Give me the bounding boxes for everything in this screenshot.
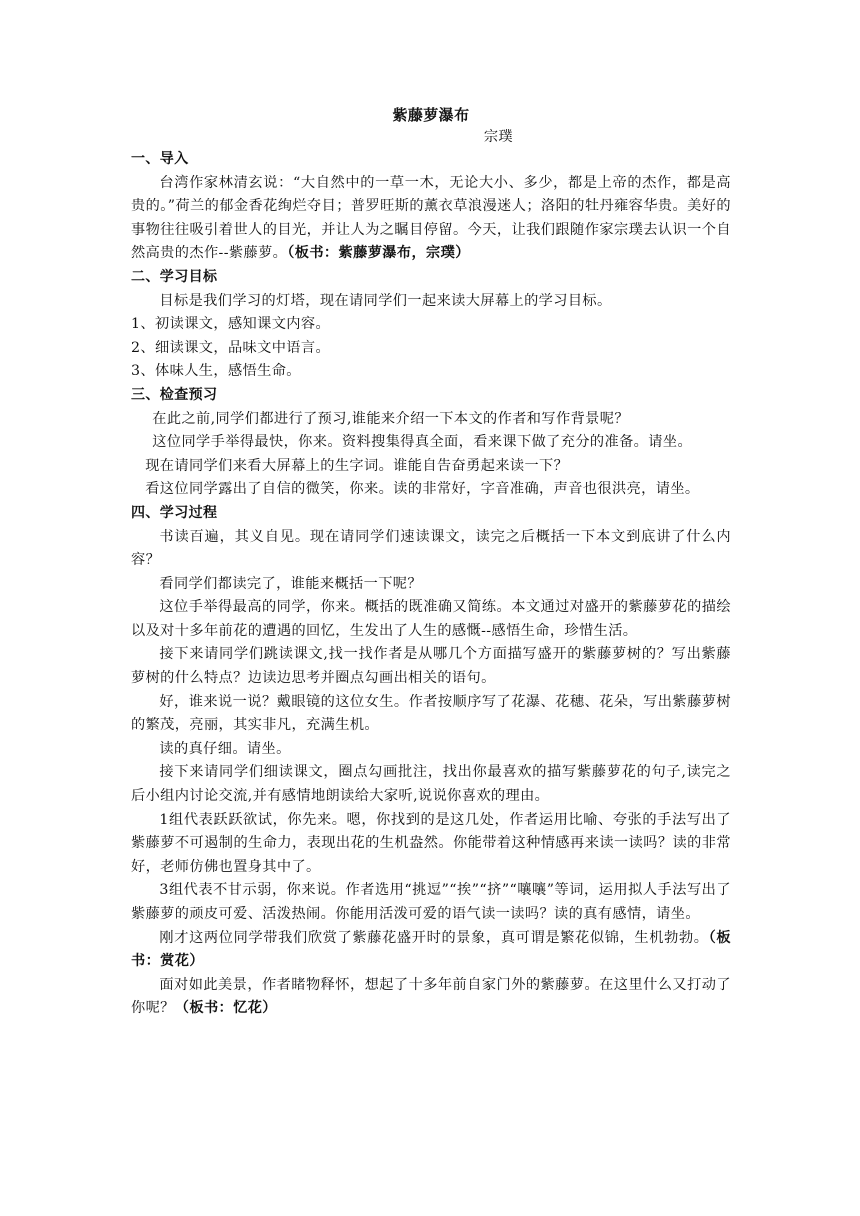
section-heading-goals: 二、学习目标 <box>131 268 218 285</box>
section-heading-process: 四、学习过程 <box>131 504 218 521</box>
paragraph: 接下来请同学们细读课文，圈点勾画批注，找出你最喜欢的描写紫藤萝花的句子,读完之后小组内讨论交流,并有感情地朗读给大家听,说说你喜欢的理由。 <box>131 764 731 805</box>
paragraph <box>131 172 731 266</box>
paragraph: 读的真仔细。请坐。 <box>159 740 291 757</box>
paragraph-text: 台湾作家林清玄说：“大自然中的一草一木，无论大小、多少，都是上帝的杰作，都是高贵的。”荷兰的郁金香花绚烂夺目；普罗旺斯的薰衣草浪漫迷人；洛阳的牡丹雍容华贵。美好的事物往往吸引着世人的目光，并让人为之瞩目停留。今天，让我们跟随作家宗璞去认识一个自然高贵的杰作--紫藤萝。 <box>131 174 731 262</box>
goal-item: 3、体味人生，感悟生命。 <box>131 363 301 380</box>
paragraph: 好，谁来说一说？戴眼镜的这位女生。作者按顺序写了花瀑、花穗、花朵，写出紫藤萝树的繁茂，亮丽，其实非凡，充满生机。 <box>131 693 731 734</box>
paragraph: 看同学们都读完了，谁能来概括一下呢？ <box>159 575 422 592</box>
paragraph: 书读百遍，其义自见。现在请同学们速读课文，读完之后概括一下本文到底讲了什么内容？ <box>131 528 731 569</box>
goal-item: 1、初读课文，感知课文内容。 <box>131 316 331 333</box>
goal-item: 2、细读课文，品味文中语言。 <box>131 339 331 356</box>
document-title: 紫藤萝瀑布 <box>392 106 470 124</box>
paragraph: 现在请同学们来看大屏幕上的生字词。谁能自告奋勇起来读一下？ <box>145 457 569 474</box>
document-page <box>131 100 731 1021</box>
paragraph-text: 刚才这两位同学带我们欣赏了紫藤花盛开时的景象，真可谓是繁花似锦，生机勃勃。 <box>159 929 709 946</box>
paragraph: 这位手举得最高的同学，你来。概括的既准确又简练。本文通过对盛开的紫藤萝花的描绘以及对十多年前花的遭遇的回忆，生发出了人生的感慨--感悟生命，珍惜生活。 <box>131 599 731 639</box>
section-heading-intro: 一、导入 <box>131 151 189 167</box>
document-author: 宗璞 <box>483 129 513 145</box>
paragraph-text: 面对如此美景，作者睹物释怀，想起了十多年前自家门外的紫藤萝。在这里什么又打动了你呢？ <box>131 976 731 1017</box>
paragraph <box>131 974 731 1021</box>
paragraph: 在此之前,同学们都进行了预习,谁能来介绍一下本文的作者和写作背景呢？ <box>152 410 629 427</box>
paragraph: 1组代表跃跃欲试，你先来。嗯，你找到的是这几处，作者运用比喻、夸张的手法写出了紫藤萝不可遏制的生命力，表现出花的生机盎然。你能带着这种情感再来读一读吗？读的非常好，老师仿佛也置身其中了。 <box>131 811 731 875</box>
board-note: （板书：忆花） <box>174 1000 277 1017</box>
paragraph <box>131 927 731 974</box>
board-note: （板书：赏花） <box>131 929 731 970</box>
section-heading-preview: 三、检查预习 <box>131 386 218 403</box>
paragraph: 接下来请同学们跳读课文,找一找作者是从哪几个方面描写盛开的紫藤萝树的？写出紫藤萝树的什么特点？边读边思考并圈点勾画出相关的语句。 <box>131 646 731 687</box>
paragraph: 看这位同学露出了自信的微笑，你来。读的非常好，字音准确，声音也很洪亮，请坐。 <box>145 481 700 498</box>
paragraph: 3组代表不甘示弱，你来说。作者选用“挑逗”“挨”“挤”“嚷嚷”等词，运用拟人手法写出了紫藤萝的顽皮可爱、活泼热闹。你能用活泼可爱的语气读一读吗？读的真有感情，请坐。 <box>131 882 731 922</box>
board-note: （板书：紫藤萝瀑布，宗璞） <box>287 245 470 262</box>
paragraph: 目标是我们学习的灯塔，现在请同学们一起来读大屏幕上的学习目标。 <box>159 292 612 309</box>
paragraph: 这位同学手举得最快，你来。资料搜集得真全面，看来课下做了充分的准备。请坐。 <box>152 434 693 451</box>
